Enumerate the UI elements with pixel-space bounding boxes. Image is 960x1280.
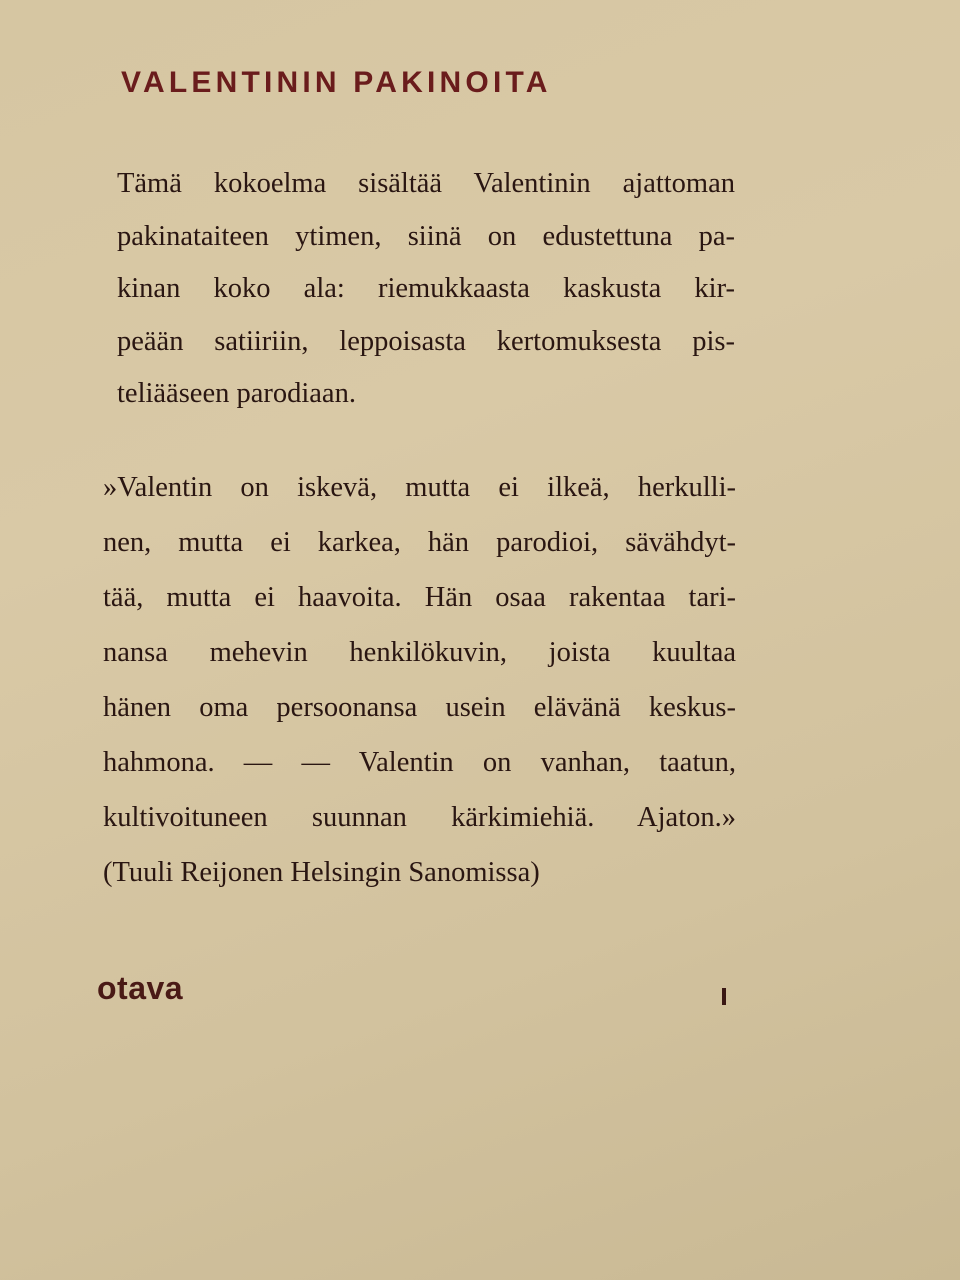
book-title: VALENTININ PAKINOITA <box>121 66 552 99</box>
text-line: nen, mutta ei karkea, hän parodioi, sävähdyt- <box>103 527 736 558</box>
text-line: tää, mutta ei haavoita. Hän osaa rakentaa tari- <box>103 582 736 613</box>
text-line: pakinataiteen ytimen, siinä on edustettuna pa- <box>117 220 735 252</box>
text-line: »Valentin on iskevä, mutta ei ilkeä, herkulli- <box>103 472 736 503</box>
text-line: nansa mehevin henkilökuvin, joista kuultaa <box>103 637 736 668</box>
text-line: hahmona. — — Valentin on vanhan, taatun, <box>103 747 736 778</box>
text-line: hänen oma persoonansa usein elävänä keskus- <box>103 692 736 723</box>
print-mark-icon <box>722 988 726 1005</box>
publisher-logo: otava <box>97 970 184 1006</box>
review-quote <box>103 460 736 900</box>
text-line: kultivoituneen suunnan kärkimiehiä. Ajaton.» <box>103 802 736 833</box>
text-line: kinan koko ala: riemukkaasta kaskusta kir- <box>117 273 735 304</box>
text-line: Tämä kokoelma sisältää Valentinin ajattoman <box>117 168 735 199</box>
review-attribution: (Tuuli Reijonen Helsingin Sanomissa) <box>103 857 540 888</box>
description-paragraph <box>117 158 735 421</box>
text-line: teliääseen parodiaan. <box>117 378 356 409</box>
text-line: peään satiiriin, leppoisasta kertomuksesta pis- <box>117 325 735 357</box>
